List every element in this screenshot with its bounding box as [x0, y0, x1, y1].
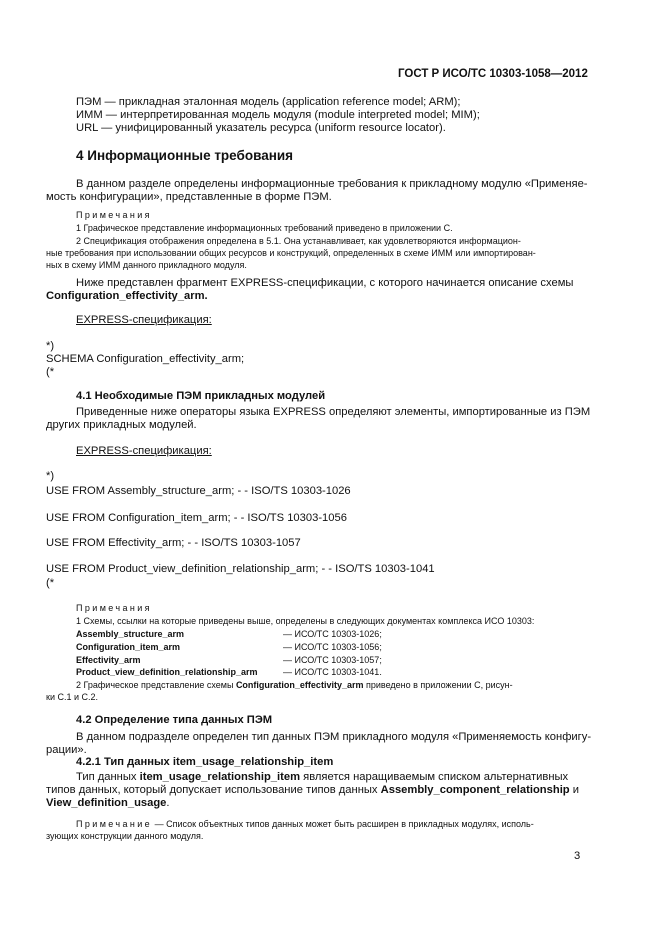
note-text: 2 Спецификация отображения определена в 5.1. Она устанавливает, как удовлетворяются информацион- — [76, 236, 521, 246]
express-intro-line: Ниже представлен фрагмент EXPRESS-спецификации, с которого начинается описание схемы — [76, 277, 574, 289]
schema-name: Configuration_effectivity_arm. — [46, 290, 208, 302]
type-name: Assembly_component_relationship — [380, 784, 570, 796]
schema-list-doc: — ИСО/ТС 10303-1056; — [283, 642, 382, 652]
abbreviation-item: ПЭМ — прикладная эталонная модель (application reference model; ARM); — [76, 96, 461, 108]
section-4-1-text: других прикладных модулей. — [46, 419, 197, 431]
code-line: SCHEMA Configuration_effectivity_arm; — [46, 353, 245, 365]
body-text-part: типов данных, который допускает использование типов данных — [46, 784, 378, 796]
note-text: ных в схему ИММ данного прикладного модуля. — [46, 260, 247, 270]
section-4-title: 4 Информационные требования — [76, 148, 294, 163]
use-from-line: USE FROM Assembly_structure_arm; - - ISO/TS 10303-1026 — [46, 485, 351, 497]
use-from-line: USE FROM Configuration_item_arm; - - ISO/TS 10303-1056 — [46, 512, 347, 524]
body-line — [76, 771, 568, 784]
body-line — [46, 784, 579, 797]
abbreviation-item: URL — унифицированный указатель ресурса (uniform resource locator). — [76, 122, 446, 134]
body-text-part: является наращиваемым списком альтернативных — [303, 771, 569, 783]
subsection-title-part: 4.2.1 Тип данных — [76, 756, 170, 768]
body-text-part: . — [166, 797, 170, 809]
body-text-part: Тип данных — [76, 771, 137, 783]
section-4-1-title: 4.1 Необходимые ПЭМ прикладных модулей — [76, 390, 326, 402]
schema-list-name: Effectivity_arm — [76, 655, 141, 665]
body-text-part: и — [572, 784, 579, 796]
schema-list-doc: — ИСО/ТС 10303-1026; — [283, 629, 382, 639]
notes-label: Примечания — [76, 603, 152, 613]
subsection-4-2-1-title — [76, 756, 333, 769]
use-from-line: USE FROM Product_view_definition_relationship_arm; - - ISO/TS 10303-1041 — [46, 563, 435, 575]
use-from-line: USE FROM Effectivity_arm; - - ISO/TS 10303-1057 — [46, 537, 301, 549]
note-text-part: приведено в приложении С, рисун- — [365, 680, 513, 690]
note-text — [76, 819, 534, 830]
note-text — [76, 680, 513, 691]
code-line: *) — [46, 470, 55, 482]
note-text-part: 2 Графическое представление схемы — [76, 680, 234, 690]
note-label: Примечание — [76, 819, 153, 829]
schema-name: Configuration_effectivity_arm — [235, 680, 364, 690]
code-line: *) — [46, 340, 55, 352]
schema-list-doc: — ИСО/ТС 10303-1041. — [283, 667, 382, 677]
notes-label: Примечания — [76, 210, 152, 220]
note-text-part: — Список объектных типов данных может быть расширен в прикладных модулях, исполь- — [154, 819, 534, 829]
section-4-intro-line: мость конфигурации», представленные в форме ПЭМ. — [46, 191, 332, 203]
type-name: item_usage_relationship_item — [139, 771, 301, 783]
type-name: View_definition_usage — [46, 797, 167, 809]
schema-list-name: Product_view_definition_relationship_arm — [76, 667, 258, 677]
section-4-intro-line: В данном разделе определены информационные требования к прикладному модулю «Применяе- — [76, 178, 588, 190]
note-text: ные требования при использовании общих ресурсов и конструкций, определенных в схеме ИММ или импортирован- — [46, 248, 536, 258]
page-number: 3 — [574, 850, 581, 862]
section-4-2-text: рации». — [46, 744, 87, 756]
section-4-2-title: 4.2 Определение типа данных ПЭМ — [76, 714, 273, 726]
schema-list-name: Assembly_structure_arm — [76, 629, 185, 639]
code-line: (* — [46, 366, 55, 378]
note-text: зующих конструкции данного модуля. — [46, 831, 204, 841]
abbreviation-item: ИММ — интерпретированная модель модуля (module interpreted model; MIM); — [76, 109, 480, 121]
section-4-2-text: В данном подразделе определен тип данных ПЭМ прикладного модуля «Применяемость конфигу- — [76, 731, 592, 743]
subsection-title-part: item_usage_relationship_item — [172, 756, 334, 768]
section-4-1-text: Приведенные ниже операторы языка EXPRESS определяют элементы, импортированные из ПЭМ — [76, 406, 591, 418]
note-text: 1 Схемы, ссылки на которые приведены выше, определены в следующих документах комплекса ИСО 10303: — [76, 616, 535, 626]
express-spec-label: EXPRESS-спецификация: — [76, 445, 212, 457]
document-code: ГОСТ Р ИСО/ТС 10303-1058—2012 — [398, 68, 588, 80]
schema-list-name: Configuration_item_arm — [76, 642, 181, 652]
note-text: 1 Графическое представление информационных требований приведено в приложении С. — [76, 223, 453, 233]
express-spec-label: EXPRESS-спецификация: — [76, 314, 212, 326]
code-line: (* — [46, 577, 55, 589]
schema-list-doc: — ИСО/ТС 10303-1057; — [283, 655, 382, 665]
body-line — [46, 797, 170, 810]
note-text: ки С.1 и С.2. — [46, 692, 99, 702]
